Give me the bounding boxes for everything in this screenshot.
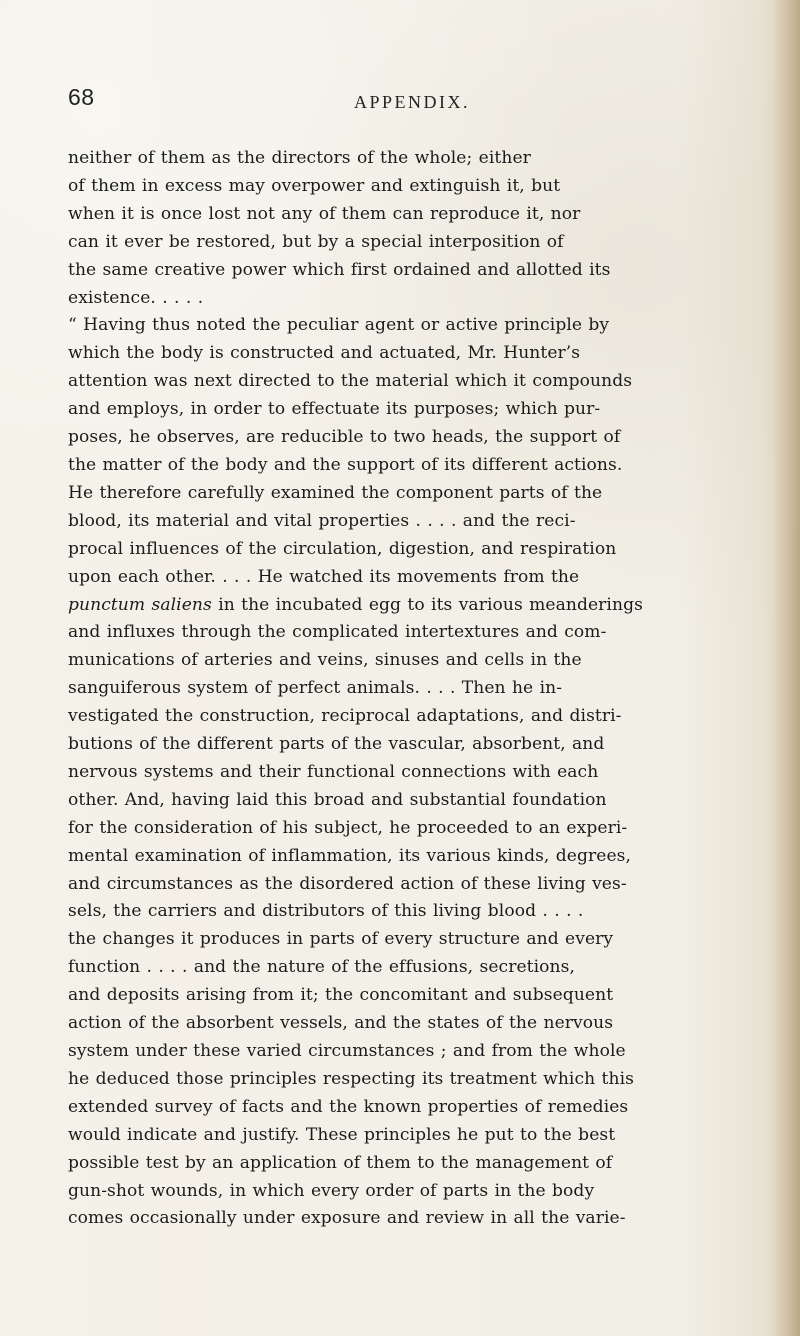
text-line: mental examination of inflammation, its various kinds, degrees, [68,845,632,866]
body-text [68,145,724,1233]
text-line: procal influences of the circulation, digestion, and respiration [68,538,617,559]
text-line: attention was next directed to the material which it compounds [68,371,633,392]
text-line: possible test by an application of them to the management of [68,1152,613,1173]
text-line: sanguiferous system of perfect animals. . . . Then he in- [68,678,563,699]
text-line: gun-shot wounds, in which every order of parts in the body [68,1180,595,1201]
text-line: which the body is constructed and actuated, Mr. Hunter’s [68,343,581,364]
text-line: existence. . . . . [68,287,204,308]
text-line: and circumstances as the disordered action of these living ves- [68,873,627,894]
page-header [68,84,718,124]
text-line: and employs, in order to effectuate its purposes; which pur- [68,399,601,420]
text-line: neither of them as the directors of the whole; either [68,148,531,168]
text-line: nervous systems and their functional connections with each [68,761,599,782]
text-line: blood, its material and vital properties . . . . and the reci- [68,510,576,531]
text-line: would indicate and justify. These principles he put to the best [68,1124,616,1145]
page-edge-shadow [772,0,800,1336]
text-line: and deposits arising from it; the concomitant and subsequent [68,985,614,1006]
text-line: “ Having thus noted the peculiar agent or active principle by [68,315,610,336]
text-line: He therefore carefully examined the component parts of the [68,482,603,503]
text-line: comes occasionally under exposure and review in all the varie- [68,1208,626,1229]
text-line: and influxes through the complicated intertextures and com- [68,622,607,643]
text-line: poses, he observes, are reducible to two heads, the support of [68,427,621,448]
text-line: vestigated the construction, reciprocal adaptations, and distri- [68,706,622,727]
text-line: sels, the carriers and distributors of this living blood . . . . [68,901,584,922]
text-line: other. And, having laid this broad and substantial foundation [68,789,607,810]
text-line: system under these varied circumstances ; and from the whole [68,1041,626,1061]
text-line: munications of arteries and veins, sinuses and cells in the [68,650,582,671]
text-line: can it ever be restored, but by a special interposition of [68,231,564,252]
running-head: APPENDIX. [354,92,471,112]
text-line: for the consideration of his subject, he proceeded to an experi- [68,817,628,838]
text-line: of them in excess may overpower and extinguish it, but [68,175,561,196]
text-line: the changes it produces in parts of every structure and every [68,929,614,950]
text-line-with-italic [68,592,724,620]
page-number: 68 [68,84,95,110]
text-line: he deduced those principles respecting its treatment which this [68,1068,634,1089]
text-line: butions of the different parts of the vascular, absorbent, and [68,734,605,755]
text-line: when it is once lost not any of them can reproduce it, nor [68,203,581,224]
text-line: extended survey of facts and the known properties of remedies [68,1096,629,1117]
text-line: the same creative power which first ordained and allotted its [68,259,611,280]
text-line-remainder: in the incubated egg to its various meanderings [218,594,643,615]
italic-phrase: punctum saliens [68,594,212,615]
text-line: the matter of the body and the support of its different actions. [68,454,623,475]
text-line: action of the absorbent vessels, and the states of the nervous [68,1013,614,1034]
text-line: upon each other. . . . He watched its movements from the [68,566,580,587]
text-line: function . . . . and the nature of the effusions, secretions, [68,957,575,978]
